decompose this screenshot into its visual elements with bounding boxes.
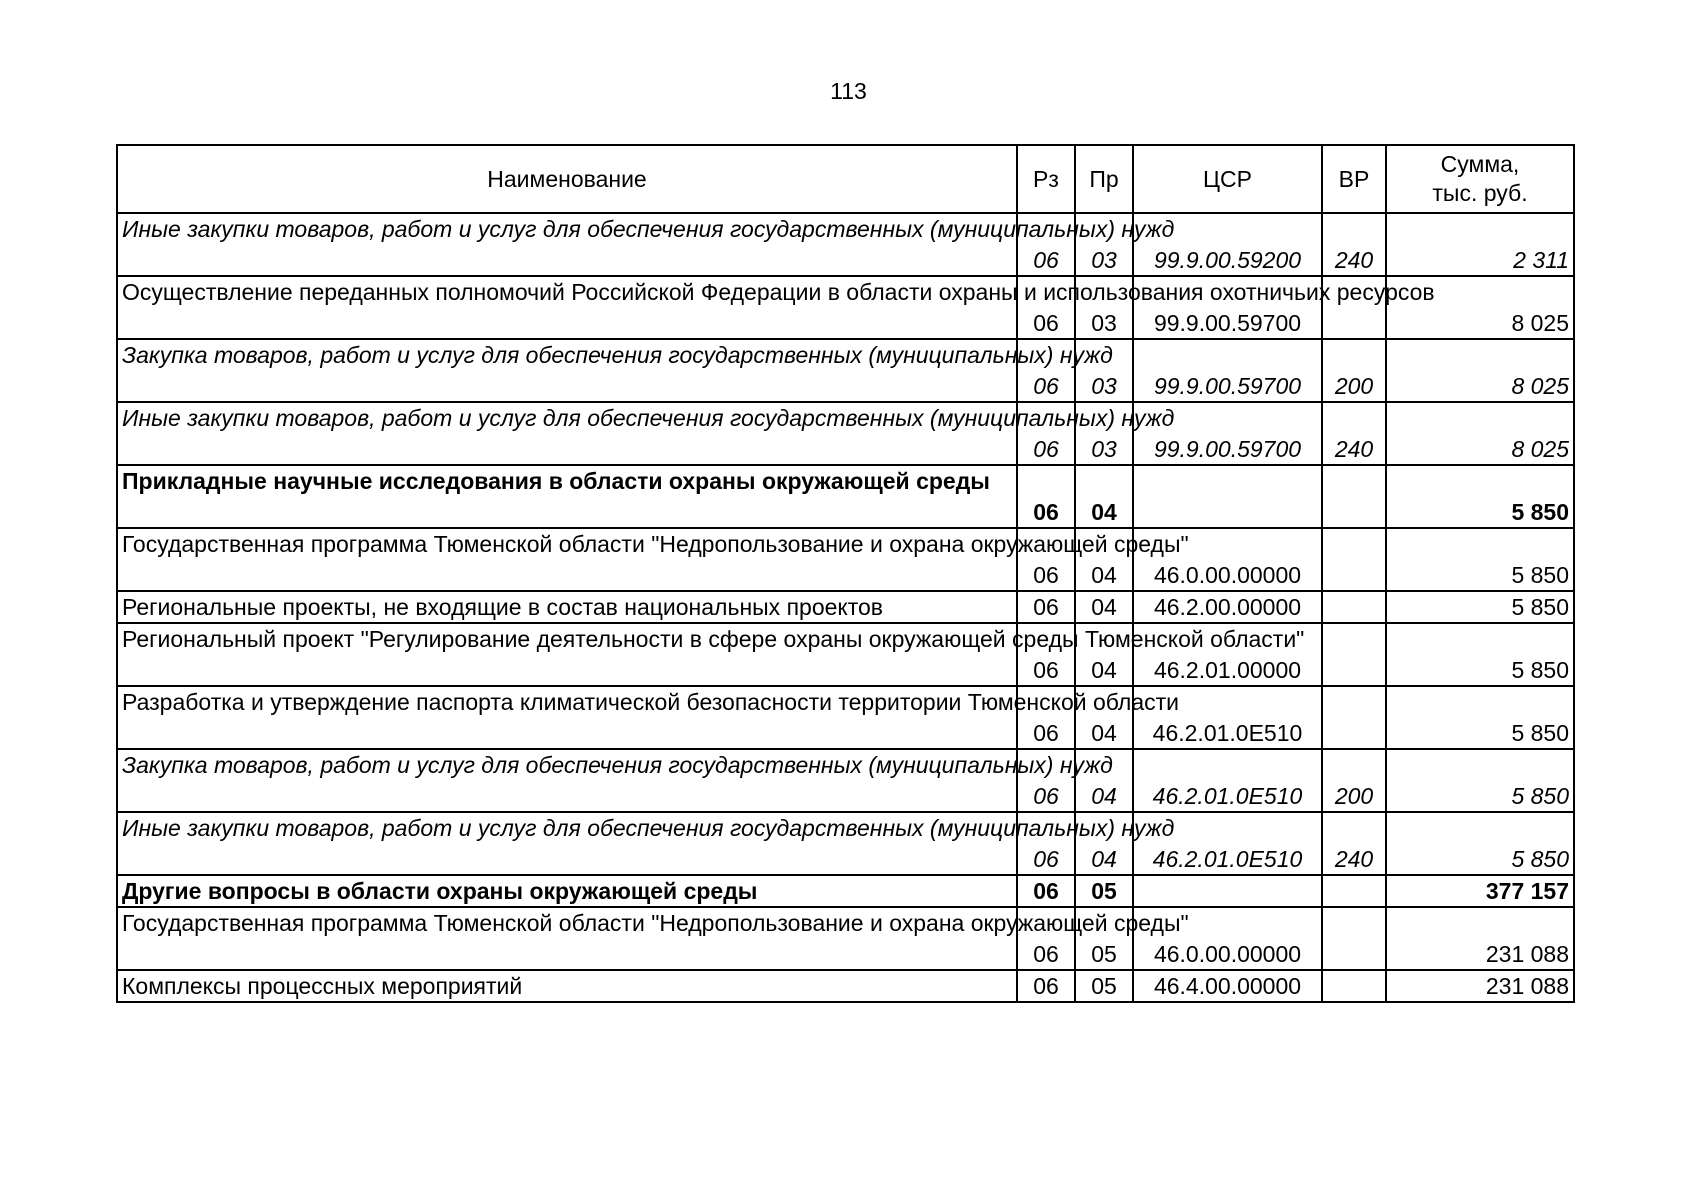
- row-sum: 8 025: [1386, 339, 1574, 402]
- row-sum: 5 850: [1386, 686, 1574, 749]
- header-csr: ЦСР: [1133, 145, 1322, 213]
- row-vr: 240: [1322, 402, 1386, 465]
- row-rz: 06: [1017, 465, 1075, 528]
- row-rz: 06: [1017, 970, 1075, 1002]
- row-pr: 05: [1075, 970, 1133, 1002]
- row-rz: 06: [1017, 623, 1075, 686]
- row-name: Государственная программа Тюменской области "Недропользование и охрана окружающей среды": [117, 907, 1017, 970]
- row-rz: 06: [1017, 276, 1075, 339]
- row-sum: 231 088: [1386, 970, 1574, 1002]
- row-vr: [1322, 623, 1386, 686]
- row-pr: 05: [1075, 907, 1133, 970]
- row-pr: 04: [1075, 528, 1133, 591]
- row-name: Иные закупки товаров, работ и услуг для обеспечения государственных (муниципальных) нужд: [117, 812, 1017, 875]
- row-csr: 46.2.01.0Е510: [1133, 749, 1322, 812]
- row-rz: 06: [1017, 875, 1075, 907]
- table-row: [117, 907, 1574, 970]
- table-row: [117, 970, 1574, 1002]
- row-vr: 240: [1322, 213, 1386, 276]
- row-name: Закупка товаров, работ и услуг для обеспечения государственных (муниципальных) нужд: [117, 339, 1017, 402]
- row-pr: 04: [1075, 465, 1133, 528]
- table-row: [117, 213, 1574, 276]
- row-csr: 99.9.00.59700: [1133, 276, 1322, 339]
- row-rz: 06: [1017, 528, 1075, 591]
- table-row: [117, 402, 1574, 465]
- row-sum: 5 850: [1386, 623, 1574, 686]
- row-csr: 46.4.00.00000: [1133, 970, 1322, 1002]
- header-pr: Пр: [1075, 145, 1133, 213]
- row-sum: 5 850: [1386, 591, 1574, 623]
- row-name: Закупка товаров, работ и услуг для обеспечения государственных (муниципальных) нужд: [117, 749, 1017, 812]
- row-sum: 5 850: [1386, 528, 1574, 591]
- row-name: Иные закупки товаров, работ и услуг для обеспечения государственных (муниципальных) нужд: [117, 402, 1017, 465]
- row-vr: 200: [1322, 749, 1386, 812]
- row-name: Иные закупки товаров, работ и услуг для обеспечения государственных (муниципальных) нужд: [117, 213, 1017, 276]
- row-pr: 03: [1075, 276, 1133, 339]
- row-rz: 06: [1017, 812, 1075, 875]
- row-name: Другие вопросы в области охраны окружающей среды: [117, 875, 1017, 907]
- row-rz: 06: [1017, 686, 1075, 749]
- row-name: Комплексы процессных мероприятий: [117, 970, 1017, 1002]
- header-sum: [1386, 145, 1574, 213]
- table-row: [117, 276, 1574, 339]
- row-vr: [1322, 970, 1386, 1002]
- table-row: [117, 623, 1574, 686]
- row-rz: 06: [1017, 402, 1075, 465]
- row-pr: 03: [1075, 402, 1133, 465]
- row-pr: 04: [1075, 686, 1133, 749]
- row-rz: 06: [1017, 591, 1075, 623]
- row-name: Прикладные научные исследования в области охраны окружающей среды: [117, 465, 1017, 528]
- row-sum: 231 088: [1386, 907, 1574, 970]
- row-pr: 05: [1075, 875, 1133, 907]
- row-csr: 99.9.00.59700: [1133, 402, 1322, 465]
- row-csr: 99.9.00.59700: [1133, 339, 1322, 402]
- row-name: Региональный проект "Регулирование деятельности в сфере охраны окружающей среды Тюменской области": [117, 623, 1017, 686]
- row-vr: [1322, 875, 1386, 907]
- row-csr: [1133, 875, 1322, 907]
- row-csr: [1133, 465, 1322, 528]
- row-sum: 8 025: [1386, 276, 1574, 339]
- header-sum-line1: Сумма,: [1440, 151, 1520, 177]
- row-sum: 5 850: [1386, 465, 1574, 528]
- row-csr: 46.2.00.00000: [1133, 591, 1322, 623]
- row-name: Государственная программа Тюменской области "Недропользование и охрана окружающей среды": [117, 528, 1017, 591]
- row-pr: 04: [1075, 623, 1133, 686]
- row-csr: 46.2.01.0Е510: [1133, 686, 1322, 749]
- row-vr: [1322, 528, 1386, 591]
- table-row: [117, 339, 1574, 402]
- table-row: [117, 528, 1574, 591]
- header-rz: Рз: [1017, 145, 1075, 213]
- row-sum: 377 157: [1386, 875, 1574, 907]
- row-rz: 06: [1017, 339, 1075, 402]
- row-vr: [1322, 591, 1386, 623]
- row-csr: 46.0.00.00000: [1133, 907, 1322, 970]
- table-row: [117, 875, 1574, 907]
- row-vr: [1322, 686, 1386, 749]
- header-sum-line2: тыс. руб.: [1432, 180, 1528, 206]
- table-row: [117, 686, 1574, 749]
- table-row: [117, 749, 1574, 812]
- row-rz: 06: [1017, 213, 1075, 276]
- table-header-row: [117, 145, 1574, 213]
- row-vr: 240: [1322, 812, 1386, 875]
- row-vr: [1322, 465, 1386, 528]
- row-csr: 46.0.00.00000: [1133, 528, 1322, 591]
- budget-table: [116, 144, 1575, 1003]
- row-sum: 5 850: [1386, 812, 1574, 875]
- row-csr: 46.2.01.0Е510: [1133, 812, 1322, 875]
- page-number: 113: [830, 78, 867, 104]
- row-pr: 04: [1075, 749, 1133, 812]
- row-sum: 8 025: [1386, 402, 1574, 465]
- table-row: [117, 591, 1574, 623]
- header-vr: ВР: [1322, 145, 1386, 213]
- row-pr: 04: [1075, 591, 1133, 623]
- row-sum: 5 850: [1386, 749, 1574, 812]
- row-sum: 2 311: [1386, 213, 1574, 276]
- row-pr: 04: [1075, 812, 1133, 875]
- row-vr: [1322, 907, 1386, 970]
- table-row: [117, 812, 1574, 875]
- row-pr: 03: [1075, 213, 1133, 276]
- row-rz: 06: [1017, 749, 1075, 812]
- row-name: Региональные проекты, не входящие в состав национальных проектов: [117, 591, 1017, 623]
- row-vr: 200: [1322, 339, 1386, 402]
- row-pr: 03: [1075, 339, 1133, 402]
- row-name: Разработка и утверждение паспорта климатической безопасности территории Тюменской области: [117, 686, 1017, 749]
- row-csr: 46.2.01.00000: [1133, 623, 1322, 686]
- row-csr: 99.9.00.59200: [1133, 213, 1322, 276]
- header-name: Наименование: [117, 145, 1017, 213]
- row-name: Осуществление переданных полномочий Российской Федерации в области охраны и использования охотничьих ресурсов: [117, 276, 1017, 339]
- row-rz: 06: [1017, 907, 1075, 970]
- table-row: [117, 465, 1574, 528]
